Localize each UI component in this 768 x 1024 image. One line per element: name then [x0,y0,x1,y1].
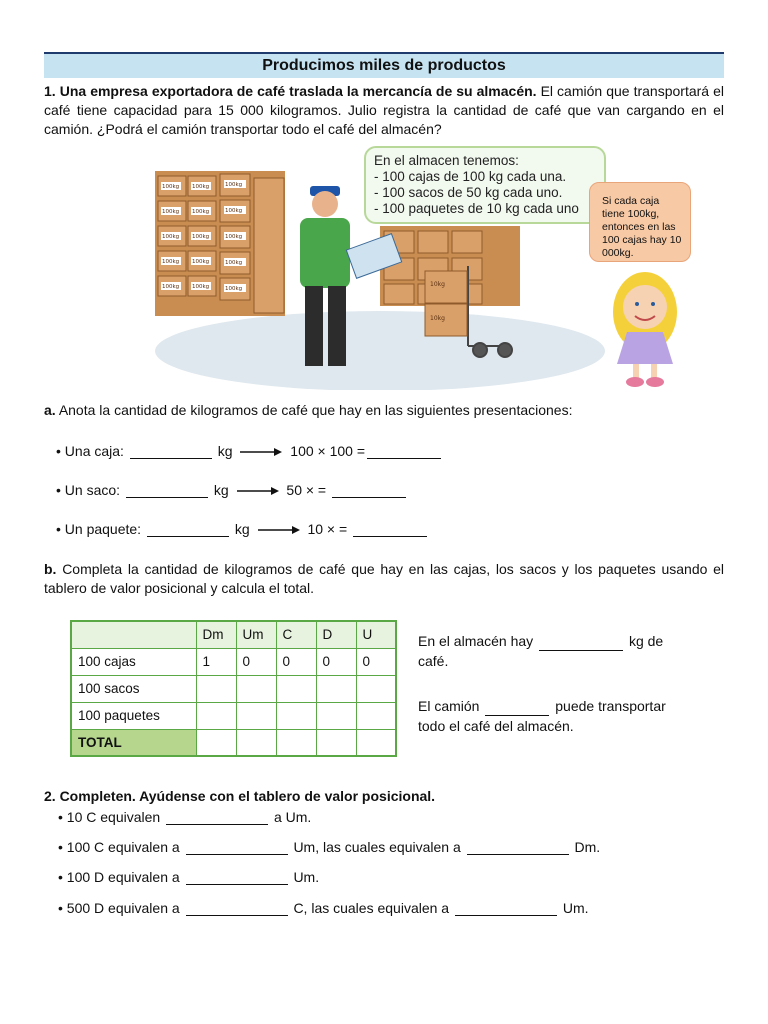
table-cell[interactable]: 0 [276,648,316,675]
answer-blank[interactable] [467,853,569,855]
intro-number: 1. [44,83,56,99]
bubble-line: - 100 paquetes de 10 kg cada uno [374,201,579,216]
table-row [71,675,396,702]
box-label: 100kg [192,259,210,265]
item-label: • Una caja: [56,443,124,459]
answer-blank[interactable] [186,883,288,885]
table-row-total [71,729,396,756]
question-2-item [58,900,589,916]
answer-blank[interactable] [186,853,288,855]
sentence-part: café. [418,653,449,669]
table-cell[interactable] [316,702,356,729]
answer-blank[interactable] [353,535,427,537]
box-label: 100kg [225,260,243,266]
answer-blank[interactable] [332,496,406,498]
box-label: 100kg [192,184,210,190]
table-cell[interactable] [356,702,396,729]
item-expression: 50 × = [286,482,327,498]
item-unit: kg [213,482,229,498]
sentence-part: Um. [293,869,320,885]
answer-blank[interactable] [485,714,549,716]
item-label: • Un saco: [56,482,121,498]
sentence-part: C, las cuales equivalen a [293,900,450,916]
question-b [44,560,724,598]
row-label-total: TOTAL [71,729,196,756]
intro-bold-text: Una empresa exportadora de café traslada la mercancía de su almacén. [59,83,537,99]
answer-blank[interactable] [367,457,441,459]
table-cell[interactable] [356,675,396,702]
item-expression: 100 × 100 = [290,443,366,459]
table-cell[interactable]: 0 [316,648,356,675]
table-cell[interactable]: 0 [356,648,396,675]
box-label: 100kg [225,286,243,292]
box-label: 10kg [430,281,445,288]
sentence-part: puede transportar [555,698,666,714]
truck-sentence [418,696,668,736]
intro-text: El camión que transportará el café tiene capacidad para 15 000 kilogramos. Julio registra la cantidad de café que van cargando en el camión. ¿Podrá el camión transportar todo el café del almacén? [44,83,725,137]
speech-bubble-girl: Si cada caja tiene 100kg, entonces en las 100 cajas hay 10 000kg. [589,182,691,262]
table-cell[interactable] [316,675,356,702]
table-header-cell: C [276,621,316,648]
table-cell[interactable] [276,702,316,729]
row-label: 100 sacos [71,675,196,702]
box-label: 100kg [225,208,243,214]
answer-blank[interactable] [130,457,212,459]
sentence-part: Um. [562,900,589,916]
table-cell[interactable] [236,702,276,729]
sentence-part: a Um. [273,809,312,825]
warehouse-total-sentence [418,631,668,671]
sentence-part: Dm. [574,839,601,855]
table-cell[interactable] [276,675,316,702]
box-stack-left [155,171,285,316]
table-row [71,648,396,675]
answer-blank[interactable] [455,914,557,916]
bubble-line: En el almacen tenemos: [374,153,519,168]
table-cell[interactable]: 0 [236,648,276,675]
table-cell[interactable] [276,729,316,756]
box-label: 100kg [162,209,180,215]
sentence-part: todo el café del almacén. [418,718,574,734]
table-header-cell: U [356,621,396,648]
item-saco [56,482,408,498]
sentence-part: • 100 D equivalen a [58,869,180,885]
question-2-heading: 2. Completen. Ayúdense con el tablero de valor posicional. [44,788,436,804]
table-header-cell: Dm [196,621,236,648]
sentence-part: • 100 C equivalen a [58,839,180,855]
question-a-letter: a. [44,402,56,418]
intro-paragraph [44,82,724,139]
item-unit: kg [234,521,250,537]
table-cell[interactable]: 1 [196,648,236,675]
sentence-part: • 500 D equivalen a [58,900,180,916]
table-cell[interactable] [196,702,236,729]
answer-blank[interactable] [539,649,623,651]
box-label: 100kg [162,259,180,265]
box-label: 10kg [430,315,445,322]
speech-bubble-worker [364,146,606,224]
sentence-part: El camión [418,698,480,714]
arrow-right-icon [240,447,282,457]
box-label: 100kg [192,209,210,215]
answer-blank[interactable] [186,914,288,916]
question-2-item [58,809,311,825]
box-label: 100kg [225,182,243,188]
question-a-text: Anota la cantidad de kilogramos de café que hay en las siguientes presentaciones: [58,402,573,418]
table-header-cell: Um [236,621,276,648]
table-cell[interactable] [196,675,236,702]
item-label: • Un paquete: [56,521,142,537]
table-header-cell [71,621,196,648]
sentence-part: En el almacén hay [418,633,534,649]
sentence-part: • 10 C equivalen [58,809,161,825]
item-caja [56,443,443,459]
sentence-part: kg de [628,633,664,649]
place-value-table [70,620,397,757]
table-header-row [71,621,396,648]
table-cell[interactable] [196,729,236,756]
table-cell[interactable] [316,729,356,756]
item-unit: kg [217,443,233,459]
item-paquete [56,521,429,537]
answer-blank[interactable] [147,535,229,537]
answer-blank[interactable] [166,823,268,825]
box-label: 100kg [192,234,210,240]
box-label: 100kg [162,234,180,240]
question-a [44,402,724,418]
sentence-part: Um, las cuales equivalen a [293,839,461,855]
box-label: 100kg [225,234,243,240]
arrow-right-icon [237,486,279,496]
table-cell[interactable] [236,729,276,756]
question-b-text: Completa la cantidad de kilogramos de café que hay en las cajas, los sacos y los paquetes usando el tablero de valor posicional y calcula el total. [44,561,725,596]
item-expression: 10 × = [307,521,348,537]
table-cell[interactable] [236,675,276,702]
table-row [71,702,396,729]
arrow-right-icon [258,525,300,535]
table-cell[interactable] [356,729,396,756]
bubble-line: - 100 cajas de 100 kg cada una. [374,169,567,184]
question-2-item [58,839,600,855]
page-title: Producimos miles de productos [44,52,724,78]
question-2-item [58,869,319,885]
row-label: 100 cajas [71,648,196,675]
box-label: 100kg [162,284,180,290]
bubble-line: - 100 sacos de 50 kg cada uno. [374,185,563,200]
table-header-cell: D [316,621,356,648]
question-b-letter: b. [44,561,57,577]
answer-blank[interactable] [126,496,208,498]
box-label: 100kg [192,284,210,290]
row-label: 100 paquetes [71,702,196,729]
box-label: 100kg [162,184,180,190]
